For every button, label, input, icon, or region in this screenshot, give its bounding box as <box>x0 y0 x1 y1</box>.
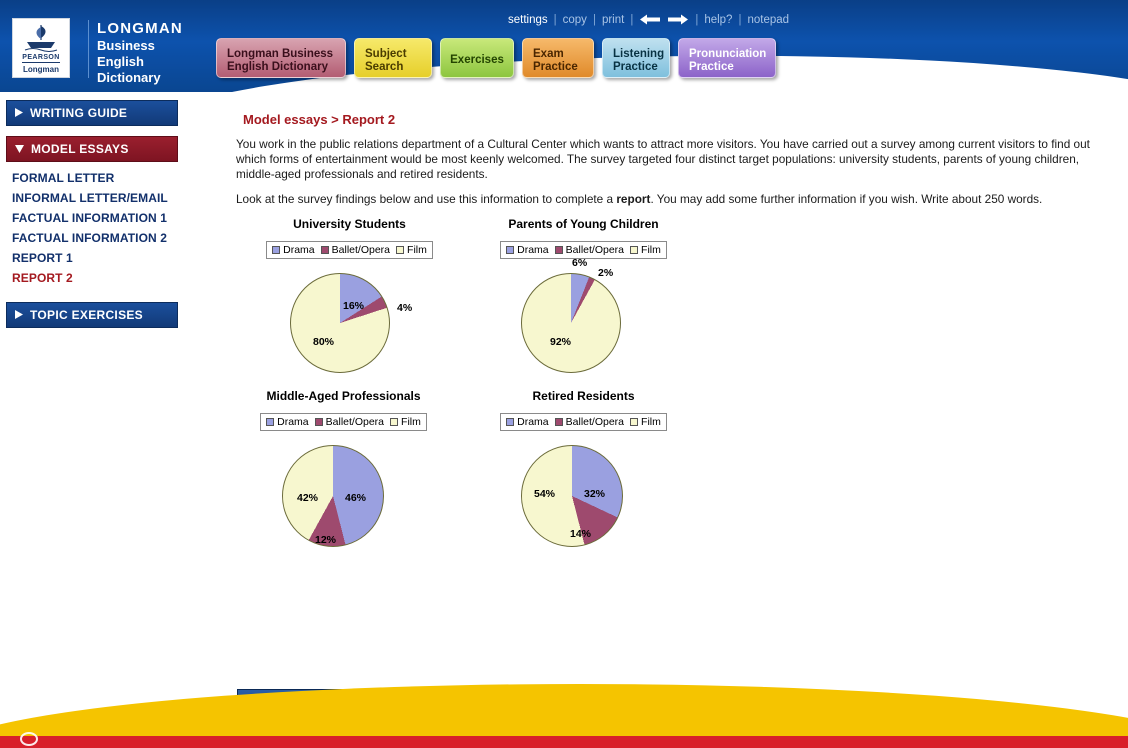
chart-title: University Students <box>293 217 406 231</box>
sidebar-item-factual-information-2[interactable] <box>12 228 200 248</box>
main-content <box>236 112 1116 748</box>
notepad-link[interactable]: notepad <box>747 13 790 26</box>
pie-label-drama: 16% <box>343 300 365 312</box>
chart-university-students <box>242 217 457 393</box>
sidebar-item-informal-letter-email[interactable] <box>12 188 200 208</box>
legend-swatch-film <box>630 246 638 254</box>
brand-longman: LONGMAN <box>97 20 183 37</box>
pie-label-drama: 32% <box>584 488 606 500</box>
task-paragraph-2-pre: Look at the survey findings below and use this information to complete a <box>236 192 617 206</box>
pie-label-ballet-opera: 14% <box>570 528 592 540</box>
legend-item-ballet-opera <box>321 244 390 256</box>
sidebar-item-formal-letter[interactable] <box>12 168 200 188</box>
footer-circle-icon <box>20 732 38 746</box>
legend-item-ballet-opera <box>555 244 624 256</box>
legend-swatch-ballet-opera <box>555 246 563 254</box>
chart-title: Parents of Young Children <box>508 217 659 231</box>
pie-label-film: 54% <box>534 488 556 500</box>
print-link[interactable]: print <box>601 13 625 26</box>
sidebar-item-label: REPORT 1 <box>12 251 73 265</box>
footer-strip <box>0 736 1128 748</box>
sidebar-item-factual-information-1[interactable] <box>12 208 200 228</box>
pie-label-film: 80% <box>313 336 335 348</box>
chart-legend <box>260 413 427 431</box>
pearson-longman-logo <box>12 18 70 78</box>
sidebar-item-writing-guide[interactable] <box>6 100 178 126</box>
tab-subject-search[interactable] <box>354 38 432 78</box>
pie-chart <box>282 445 384 547</box>
legend-swatch-ballet-opera <box>321 246 329 254</box>
tab-label: Longman Business English Dictionary <box>227 47 334 73</box>
pie-chart <box>521 257 621 373</box>
pie-chart <box>290 273 413 373</box>
tab-label: Subject Search <box>365 47 407 73</box>
legend-item-drama <box>506 244 549 256</box>
legend-swatch-drama <box>272 246 280 254</box>
logo-pearson-text: PEARSON <box>22 54 60 61</box>
tab-label: Exercises <box>450 54 504 66</box>
arrow-left-icon[interactable] <box>639 13 661 26</box>
sidebar-section-label: MODEL ESSAYS <box>31 142 129 156</box>
legend-swatch-film <box>390 418 398 426</box>
tab-label: Exam Practice <box>533 47 578 73</box>
sidebar-item-label: INFORMAL LETTER/EMAIL <box>12 191 168 205</box>
legend-item-film <box>630 244 661 256</box>
legend-item-film <box>396 244 427 256</box>
legend-label: Ballet/Opera <box>331 244 391 256</box>
legend-item-ballet-opera <box>555 416 624 428</box>
brand-line-1: Business <box>97 38 155 53</box>
pie-label-drama: 46% <box>345 492 367 504</box>
copy-link[interactable]: copy <box>562 13 587 26</box>
breadcrumb: Model essays > Report 2 <box>243 112 396 127</box>
legend-item-drama <box>266 416 309 428</box>
sidebar-section-label: TOPIC EXERCISES <box>30 308 143 322</box>
app-header <box>0 0 1128 92</box>
legend-swatch-film <box>396 246 404 254</box>
legend-swatch-film <box>630 418 638 426</box>
sidebar-item-label: FORMAL LETTER <box>12 171 115 185</box>
legend-swatch-ballet-opera <box>315 418 323 426</box>
tab-exercises[interactable] <box>440 38 514 78</box>
chart-parents-of-young-children <box>471 217 696 393</box>
chart-legend <box>500 413 667 431</box>
brand-title <box>88 20 183 85</box>
help-link[interactable]: help? <box>704 13 733 26</box>
task-paragraph-1: You work in the public relations department of a Cultural Center which wants to attract more visitors. You have carried out a survey among current visitors to find out which forms of entertainment would be most keenly welcomed. The survey targeted four distinct target populations: university students, parents of young children, middle-aged professionals and retired residents. <box>236 137 1090 181</box>
legend-label: Film <box>641 244 661 256</box>
sidebar-spacer-1 <box>0 126 200 136</box>
ship-logo-icon <box>21 22 61 52</box>
sidebar-item-label: REPORT 2 <box>12 271 73 285</box>
task-paragraph-2 <box>236 192 1112 207</box>
separator-4: | <box>695 13 699 26</box>
pie-label-ballet-opera: 4% <box>397 302 413 314</box>
legend-swatch-ballet-opera <box>555 418 563 426</box>
tab-longman-business-english-dictionary[interactable] <box>216 38 346 78</box>
legend-label: Ballet/Opera <box>325 416 385 428</box>
legend-label: Ballet/Opera <box>565 416 625 428</box>
sidebar <box>0 100 200 328</box>
chart-retired-residents <box>471 389 696 565</box>
brand-line-2: English <box>97 54 144 69</box>
tab-label: Pronunciation Practice <box>689 47 767 73</box>
sidebar-item-report-2[interactable] <box>12 268 200 288</box>
separator-5: | <box>738 13 742 26</box>
legend-label: Drama <box>283 244 315 256</box>
sidebar-item-topic-exercises[interactable] <box>6 302 178 328</box>
legend-label: Ballet/Opera <box>565 244 625 256</box>
survey-charts <box>236 217 706 547</box>
sidebar-spacer-3 <box>0 288 200 302</box>
legend-swatch-drama <box>506 418 514 426</box>
task-paragraph-2-bold: report <box>616 192 651 206</box>
pie-label-ballet-opera: 2% <box>598 267 614 279</box>
sidebar-item-model-essays[interactable] <box>6 136 178 162</box>
legend-item-drama <box>506 416 549 428</box>
legend-item-film <box>630 416 661 428</box>
logo-longman-text: Longman <box>23 65 59 74</box>
pie-label-film: 42% <box>297 492 319 504</box>
legend-label: Film <box>641 416 661 428</box>
brand-line-3: Dictionary <box>97 70 161 85</box>
legend-label: Film <box>407 244 427 256</box>
tab-label: Listening Practice <box>613 47 665 73</box>
task-paragraph-2-post: . You may add some further information if you wish. Write about 250 words. <box>650 192 1043 206</box>
tab-listening-practice[interactable] <box>602 38 670 78</box>
utility-navigation <box>508 13 789 26</box>
pie-chart <box>521 445 623 547</box>
chart-title: Retired Residents <box>532 389 635 403</box>
pie-label-ballet-opera: 12% <box>315 534 337 546</box>
sidebar-section-label: WRITING GUIDE <box>30 106 128 120</box>
footer-decoration <box>0 666 1128 748</box>
legend-item-drama <box>272 244 315 256</box>
legend-swatch-drama <box>506 246 514 254</box>
separator-2: | <box>592 13 596 26</box>
pie-label-drama: 6% <box>572 257 588 269</box>
arrow-right-icon[interactable] <box>667 13 689 26</box>
legend-label: Drama <box>517 416 549 428</box>
legend-item-ballet-opera <box>315 416 384 428</box>
main-tabs <box>216 38 776 78</box>
legend-swatch-drama <box>266 418 274 426</box>
sidebar-item-label: FACTUAL INFORMATION 2 <box>12 231 167 245</box>
legend-item-film <box>390 416 421 428</box>
chart-title: Middle-Aged Professionals <box>266 389 421 403</box>
legend-label: Drama <box>277 416 309 428</box>
separator-3: | <box>630 13 634 26</box>
settings-link[interactable]: settings <box>508 13 548 26</box>
sidebar-item-label: FACTUAL INFORMATION 1 <box>12 211 167 225</box>
chart-middle-aged-professionals <box>236 389 451 565</box>
triangle-down-icon <box>15 142 24 156</box>
legend-label: Film <box>401 416 421 428</box>
chart-legend <box>266 241 433 259</box>
pie-label-film: 92% <box>550 336 572 348</box>
tab-exam-practice[interactable] <box>522 38 594 78</box>
separator-1: | <box>553 13 557 26</box>
sidebar-item-report-1[interactable] <box>12 248 200 268</box>
triangle-right-icon <box>15 106 23 120</box>
legend-label: Drama <box>517 244 549 256</box>
triangle-right-icon <box>15 308 23 322</box>
tab-pronunciation-practice[interactable] <box>678 38 776 78</box>
